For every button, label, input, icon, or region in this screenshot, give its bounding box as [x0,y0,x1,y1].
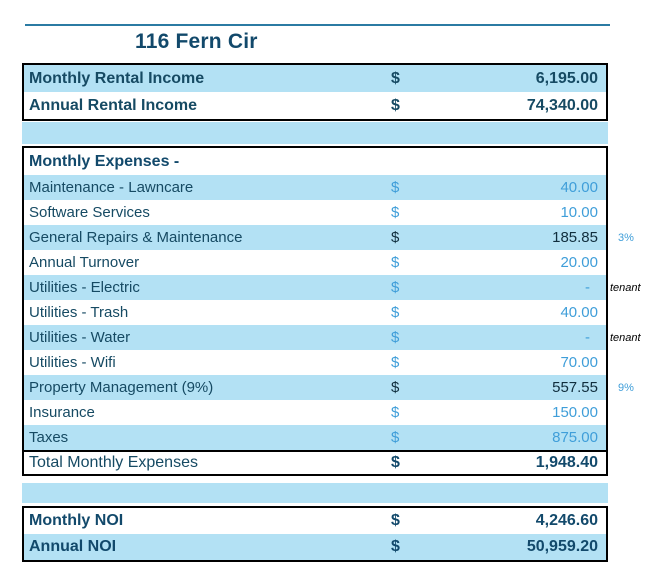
table-row-monthly-rental-income [24,65,606,92]
side-note-percent: 9% [618,381,634,394]
currency-symbol: $ [391,96,400,114]
table-row-maintenance-lawncare [24,175,606,200]
currency-symbol: $ [391,454,400,471]
row-label: Monthly NOI [29,512,124,529]
row-value: 10.00 [560,204,598,221]
currency-symbol: $ [391,229,400,246]
side-note-tenant: tenant [610,281,641,294]
currency-symbol: $ [391,538,400,555]
page-title: 116 Fern Cir [135,30,258,53]
row-value: 185.85 [552,229,598,246]
currency-symbol: $ [391,404,400,421]
row-label: Maintenance - Lawncare [29,179,194,196]
row-label: Utilities - Wifi [29,354,116,371]
currency-symbol: $ [391,179,400,196]
income-table [22,63,608,121]
row-value: - [585,329,590,346]
row-value: 6,195.00 [535,69,598,87]
table-row-insurance [24,400,606,425]
table-row-taxes [24,425,606,450]
row-value: 40.00 [560,304,598,321]
table-row-annual-turnover [24,250,606,275]
table-row-general-repairs [24,225,634,250]
side-note-tenant: tenant [610,331,641,344]
table-row-utilities-trash [24,300,606,325]
row-value: 1,948.40 [535,454,598,471]
table-row-monthly-noi [24,508,606,534]
currency-symbol: $ [391,354,400,371]
row-label: Utilities - Electric [29,279,140,296]
currency-symbol: $ [391,379,400,396]
row-label: Utilities - Water [29,329,131,346]
row-value: 557.55 [552,379,598,396]
expenses-table [22,146,641,476]
row-label: Annual NOI [29,538,117,555]
currency-symbol: $ [391,429,400,446]
table-row-utilities-water [24,325,641,350]
row-value: 70.00 [560,354,598,371]
table-row-annual-noi [24,534,606,560]
noi-table [22,506,608,562]
currency-symbol: $ [391,304,400,321]
table-row-utilities-electric [24,275,641,300]
row-label: Software Services [29,204,150,221]
currency-symbol: $ [391,279,400,296]
row-value: 4,246.60 [535,512,598,529]
row-label: Property Management (9%) [29,379,214,396]
currency-symbol: $ [391,69,400,87]
table-row-software-services [24,200,606,225]
row-value: 150.00 [552,404,598,421]
row-label: Annual Rental Income [29,96,198,114]
row-label: Utilities - Trash [29,304,129,321]
spacer-band [22,483,608,503]
row-label: Taxes [29,429,69,446]
row-value: - [585,279,590,296]
row-value: 50,959.20 [526,538,598,555]
spacer-band [22,122,608,144]
row-value: 20.00 [560,254,598,271]
row-value: 40.00 [560,179,598,196]
table-row-property-management [24,375,634,400]
table-row-utilities-wifi [24,350,606,375]
row-label: Monthly Rental Income [29,69,205,87]
currency-symbol: $ [391,512,400,529]
currency-symbol: $ [391,204,400,221]
row-label: Insurance [29,404,95,421]
row-value: 875.00 [552,429,598,446]
row-value: 74,340.00 [526,96,598,114]
currency-symbol: $ [391,329,400,346]
row-label: Total Monthly Expenses [29,454,198,471]
table-row-annual-rental-income [24,92,606,119]
top-divider-rule [25,24,610,26]
expenses-section-header: Monthly Expenses - [29,152,180,170]
row-label: General Repairs & Maintenance [29,229,243,246]
table-row-total-monthly-expenses [24,450,606,474]
currency-symbol: $ [391,254,400,271]
row-label: Annual Turnover [29,254,140,271]
side-note-percent: 3% [618,231,634,244]
